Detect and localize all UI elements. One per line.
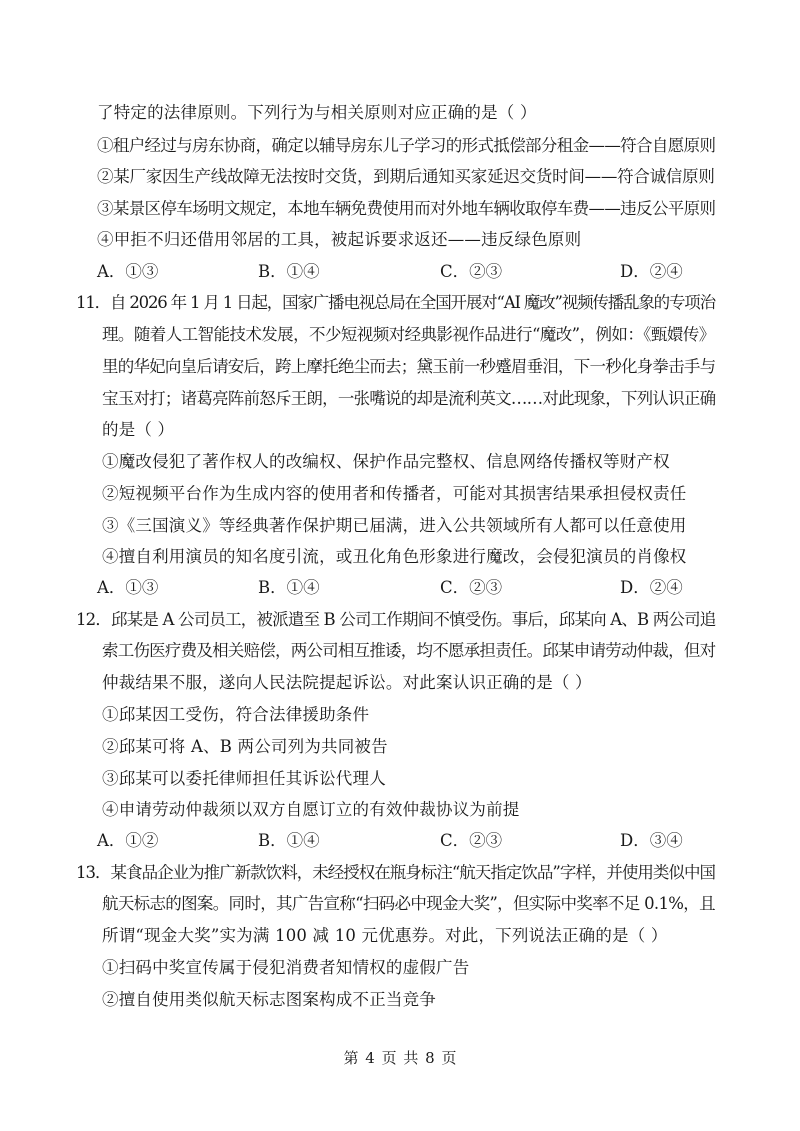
choice-b: B．①④ xyxy=(258,262,320,281)
question-13-option-2: ②擅自使用类似航天标志图案构成不正当竞争 xyxy=(102,990,436,1009)
question-10-option-1: ①租户经过与房东协商，确定以辅导房东儿子学习的形式抵偿部分租金——符合自愿原则 xyxy=(97,136,716,155)
question-13-stem-line: 航天标志的图案。同时，其广告宣称“扫码必中现金大奖”，但实际中奖率不足 0.1%，且 xyxy=(102,894,715,913)
question-12-option-2: ②邱某可将 A、B 两公司列为共同被告 xyxy=(102,737,388,756)
question-13-stem-line: 13．某食品企业为推广新款饮料，未经授权在瓶身标注“航天指定饮品”字样，并使用类似中国 xyxy=(76,863,715,882)
question-11-stem-line: 的是（ ） xyxy=(102,420,175,439)
choice-c: C．②③ xyxy=(440,262,503,281)
question-11-stem-line: 里的华妃向皇后请安后，跨上摩托绝尘而去；黛玉前一秒蹙眉垂泪，下一秒化身拳击手与 xyxy=(102,357,716,376)
question-11-stem-line: 理。随着人工智能技术发展，不少短视频对经典影视作品进行“魔改”，例如：《甄嬛传》 xyxy=(102,325,715,344)
question-10-option-4: ④甲拒不归还借用邻居的工具，被起诉要求返还——违反绿色原则 xyxy=(97,230,582,249)
question-11-option-3: ③《三国演义》等经典著作保护期已届满，进入公共领域所有人都可以任意使用 xyxy=(102,516,687,535)
question-10-stem: 了特定的法律原则。下列行为与相关原则对应正确的是（ ） xyxy=(97,103,537,122)
question-10-option-2: ②某厂家因生产线故障无法按时交货，到期后通知买家延迟交货时间——符合诚信原则 xyxy=(97,167,715,186)
choice-b: B．①④ xyxy=(258,578,320,597)
choice-c: C．②③ xyxy=(440,831,503,850)
question-12-stem-line: 12．邱某是 A 公司员工，被派遣至 B 公司工作期间不慎受伤。事后，邱某向 A、B 两公司追 xyxy=(76,610,716,629)
question-11-choices xyxy=(0,578,800,598)
question-12-choices xyxy=(0,831,800,851)
question-12-option-3: ③邱某可以委托律师担任其诉讼代理人 xyxy=(102,769,386,788)
question-12-stem-line: 仲裁结果不服，遂向人民法院提起诉讼。对此案认识正确的是（ ） xyxy=(102,673,592,692)
question-11-stem-line: 11．自 2026 年 1 月 1 日起，国家广播电视总局在全国开展对“AI 魔改”视频传播乱象的专项治 xyxy=(76,293,715,312)
question-11-stem-line: 宝玉对打；诸葛亮阵前怒斥王朗，一张嘴说的却是流利英文……对此现象，下列认识正确 xyxy=(102,389,716,408)
choice-a: A．①② xyxy=(97,831,159,850)
choice-a: A．①③ xyxy=(97,262,159,281)
question-13-option-1: ①扫码中奖宣传属于侵犯消费者知情权的虚假广告 xyxy=(102,958,470,977)
question-12-stem-line: 索工伤医疗费及相关赔偿，两公司相互推诿，均不愿承担责任。邱某申请劳动仲裁，但对 xyxy=(102,641,716,660)
choice-a: A．①③ xyxy=(97,578,159,597)
question-12-option-4: ④申请劳动仲裁须以双方自愿订立的有效仲裁协议为前提 xyxy=(102,800,520,819)
choice-b: B．①④ xyxy=(258,831,320,850)
choice-d: D．③④ xyxy=(620,831,683,850)
choice-d: D．②④ xyxy=(620,262,683,281)
choice-d: D．②④ xyxy=(620,578,683,597)
question-11-option-2: ②短视频平台作为生成内容的使用者和传播者，可能对其损害结果承担侵权责任 xyxy=(102,484,687,503)
choice-c: C．②③ xyxy=(440,578,503,597)
page-footer: 第 4 页 共 8 页 xyxy=(343,1049,457,1067)
question-11-option-1: ①魔改侵犯了著作权人的改编权、保护作品完整权、信息网络传播权等财产权 xyxy=(102,452,670,471)
question-10-option-3: ③某景区停车场明文规定，本地车辆免费使用而对外地车辆收取停车费——违反公平原则 xyxy=(97,199,716,218)
question-10-choices xyxy=(0,262,800,282)
question-12-option-1: ①邱某因工受伤，符合法律援助条件 xyxy=(102,705,370,724)
question-11-option-4: ④擅自利用演员的知名度引流，或丑化角色形象进行魔改，会侵犯演员的肖像权 xyxy=(102,547,687,566)
question-13-stem-line: 所谓“现金大奖”实为满 100 减 10 元优惠券。对此，下列说法正确的是（ ） xyxy=(102,926,668,945)
